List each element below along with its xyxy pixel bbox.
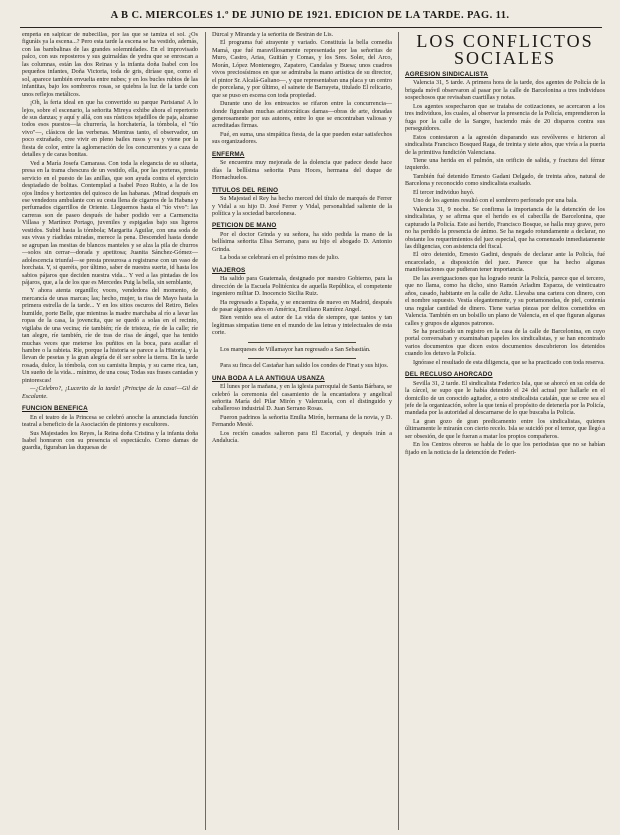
section-heading-enferma: ENFERMA [212,150,245,158]
paragraph: ¡Oh, la feria ideal en que ha convertido su parque Parisiana! A lo lejos, sobre el escenario, la señorita Mireya exhibe ahora el repertorio de sus danzas; y aquí y allá, con sus rústicos tejadillos de paja, alzanse todos esos puestos—la churrería, la horchatería, la tómbola, el "tío vivo"—, clásicos de las verbenas. Mientras tanto, el observador, un poco extrañado, cree vivir en pleno bailes rusos y va y viene por la fiesta de color, entre la aglomeración de los concurrentes y a caza de detalles y de caras bonitas. [22,100,198,159]
paragraph: Los recién casados salieron para El Escorial, y después irán a Andalucía. [212,430,392,445]
paragraph: Para su finca del Castañar han salido los condes de Finat y sus hijos. [220,363,389,370]
column-1 [22,32,198,830]
paragraph: Y ahora atenta organillo; voces, vendedora del momento, de mercancía de unas marcas; las; hecho, mujer, ta risa de Mayo hasta la primera estrella de la tarde... Y en los sitios oscuros del Retiro, Beles humilde, porte Belle, que mientras la madre marchaba al río a lavar las ropas de la casa, la jovencita, que se quedó a solas en el recinto, vigilaba de una vecina; ríe también; ríe de tristeza, ríe de la calle; ríe tan alegre, ríe también, ríe de tras de risa de ángel, que ha tenido muchas veces que meterse los puñitos en la boca, para acallar el hambre o la rabieta. Ríe, porque la historia se parece a la Historia, y la llevan de pesetas y la gran alegría de él ser sobre la tierra. En la tarde rosada, dulce, la tómbola, con su camisita limpia, y su carne rica, tan, Un sueño de la vida... mínimo, de una cosa; Todas sus frases cantadas y pintorescas! [22,288,198,384]
paragraph: Fueron padrinos la señorita Emilia Mirón, hermana de la novia, y D. Fernando Mesié. [212,414,392,429]
paragraph: Durante uno de los entreactos se rifaron entre la concurrencia—donde figuraban muchas aristocráticas damas—obras de arte, donadas generosamente por sus autores, entre lo que se encontraban valiosas y acreditadas firmas. [212,101,392,130]
paragraph: El otro detenido, Ernesto Gadini, después de declarar ante la Policía, fué encarcelado, a disposición del juez. Parece que ha hecho algunas manifestaciones que pudieran tener importancia. [405,252,605,274]
page-masthead: A B C. MIERCOLES 1.º DE JUNIO DE 1921. EDICION DE LA TARDE. PAG. 11. [110,10,510,21]
paragraph: Tiene una herida en el pulmón, sin orificio de salida, y fractura del fémur izquierdo. [405,157,605,172]
paragraph: Ha regresado a España, y se encuentra de nuevo en Madrid, después de pasar algunos años en América, Emiliano Ramírez Angel. [212,299,392,313]
column-divider [205,32,206,830]
section-heading-viajeros: VIAJEROS [212,266,246,274]
column-3 [405,32,605,830]
column-divider [398,32,399,830]
paragraph: Ved a María Josefa Camarasa. Con toda la elegancia de su silueta, presa en la trama chescura de un vestido, ella, por las porteras, presta servicio en el puesto de las anillas, que son ayuda contra el ejercicio despiadado de bolitas. Contemplad a Isabel Pozo Rubio, a la de Ios ojos lindos y horizontes del quiosco de las habanas. ¡Mirad después en ese vendedora ambulante con su cesta llena de cigarros de la Habana y perfumados cigarrillos de Oriente. Lleguemos hasta el "tío vivo": las carreras son de paseo después de haber podido ver a Carmencita Villasa y Martínez Portago, juveniles y espigadas bajo sus ligeros vestidos. Subid hasta la tómbola; Margarita Aguilar, con una soda de sus vivas y ríadidas miradas, merece la pena. Descended hasta donde se agrupan las mesitas de blancos manteles y se alza la pila de churros—solos sin cerrar—dorada y apetitosa; Juanita Sánchez-Gómez—adolescencia triunfal—se presta presurosa a registrarse con un vaso de horchata. Y, si queréis, por último, saber de nuestra suerte, id hasta los sabios pájaros que deciden nuestra vida... Y ved a las pintadas de los pájaros, que, a la de los que es Mercedes Puig la bella, sin semblante, [22,160,198,286]
paragraph: Ignórase el resultado de esta diligencia, que se ha practicado con toda reserva. [413,359,605,366]
paragraph: La boda se celebrará en el próximo mes de julio. [220,255,340,262]
paragraph: Se encuentra muy mejorada de la dolencia que padece desde hace días la bellísima señorita Pura Hoces, hermana del duque de Hornachuelos. [212,160,392,182]
paragraph: Dúrcal y Miranda y la señorita de Bestrán de Lis. [212,32,334,38]
paragraph: En el teatro de la Princesa se celebró anoche la anunciada función teatral a beneficio de la Asociación de pintores y escultores. [22,414,198,429]
section-heading-boda: UNA BODA A LA ANTIGUA USANZA [212,374,325,382]
main-headline: LOS CONFLICTOS SOCIALES [416,32,594,68]
divider [248,342,356,343]
section-heading-peticion: PETICION DE MANO [212,222,277,230]
paragraph: —¿Celebro?, ¡Lucerito de la tarde! ¡Principe de la casa!—Gil de Escalante. [22,386,198,400]
paragraph: Valencia 31, 9 noche. Se confirma la importancia de la detención de los sindicalistas, y se afirma que el herido es el cabecilla de Barcelonina, que capturado la Policía. Este así herido, Francisco Bosque, se halla muy grave, pero no ha perdido la presencia de ánimo. Se ha negado rotundamente a declarar, no obstante los requerimientos del juez especial, que ha comenzado inmediatamente las diligencias, con asistencia del fiscal. [405,206,605,250]
paragraph: En los Centros obreros se habla de lo que los periodistas que no se habían fijado en la noticia de la detención de Federi- [405,442,605,456]
section-heading-funcion: FUNCION BENEFICA [22,405,88,413]
paragraph: Por el doctor Grinda y su señora, ha sido pedida la mano de la bellísima señorita Elisa Serrano, para su hijo el abogado D. Antonio Grinda. [212,231,392,253]
section-heading-titulos: TITULOS DEL REINO [212,186,279,194]
masthead-rule [20,27,602,28]
column-2 [212,32,392,830]
paragraph: Bien venido sea el autor de La vida de siempre, que tantos y tan legítimas simpatías tiene en el mundo de las letras y intelectuales de esta corte. [212,315,392,337]
paragraph: Sus Majestades los Reyes, la Reina doña Cristina y la infanta doña Isabel honraron con su presencia el espectáculo. Como damas de guardia, figuraban las duquesas de [22,430,198,452]
paragraph: Valencia 31, 5 tarde. A primera hora de la tarde, dos agentes de Policía de la brigada móvil observaron al pasar por la calle de Barcelonina a tres individuos sospechosos que revisaban cuartillas y notas. [405,80,605,102]
paragraph: El programa fué atrayente y variado. Constituía la bella comedia Mamá, que fué maravillosamente representada por las señoritas de Muro, Castro, Arias, Guitián y Comas, y los Sres. Soler, del Arco, Morán, López Montenegro, Zapatero, Candalas y Buesa; unos cuadros vivos preciosísimos en que se admiraba la mano artística de su director, el pintor Sr. Alcalá-Galiano—, y que representaban una placa y un centro de porcelana, y por último, el sainete de Barrayeta, titulado El relicario, que se puso en escena con toda propiedad. [212,40,392,99]
paragraph: Fué, en suma, una simpática fiesta, de la que pueden estar satisfechos sus organizadores. [212,131,392,146]
section-heading-recluso: DEL RECLUSO AHORCADO [405,371,493,379]
paragraph: Se ha practicado un registro en la casa de la calle de Barcelonina, en cuyo portal conversaban y examinaban papeles los sindicalistas, y se han encontrado varios documentos que dicen estos documentos descubrieron los detenidos cuando los detuvo la Policía. [405,328,605,358]
divider [248,358,356,359]
paragraph: Estos contestaron a la agresión disparando sus revólveres e hirieron al sindicalista Francisco Bosqued Raga, de treinta y siete años, que vivía a la puerta de la primitiva fundición Valenciana. [405,134,605,156]
paragraph: De las averiguaciones que ha logrado reunir la Policía, parece que el tercero, que no llama, como ha dicho, sino Ramón Arladim Esparza, de veinticuatro años, casado, habitante en la calle de Adiz. Llevaba una cartera con dinero, con el nombre supuesto. Vestía elegantemente, y su portamonedas, de piel, contenía una regular cantidad de dinero. Tiene varias piezas por delitos cometidos en Valencia. También en un bolsillo un plano de Valencia, en el que figuran algunas calles y grupos de algunos patronos. [405,275,605,327]
paragraph: empeña en salpicar de nubecillas, por las que se tamiza el sol. ¿Os figuráis ya la escena...? Pero esta tarde la escena se ha vestido, además, con las bambalinas de las grandes solemnidades. En el improvisado palco, con sus reposteros y sus guirnaldas de yedra que se enroscan a las columnas, están las dos Reinas y la infanta doña Isabel con los pequeños infantes, Doña Victoria, toda de gris, diríase que, como el sol, aparece también envuelta entre nubes; y en los bucles rubios de las infantitas, bajo los sombreros rosas, se quiebra la luz de la tarde con unos reflejos metálicos. [22,32,198,98]
paragraph: La gran gozo de gran predicamento entre los sindicalistas, quienes últimamente le mirarán con cierto recelo. Isla se suicidó por el temor, que llegó a ser obsesión, de que le fueran a matar los propios compañeros. [405,418,605,440]
paragraph: Uno de los agentes resultó con el sombrero perforado por una bala. [413,198,578,205]
paragraph: Sevilla 31, 2 tarde. El sindicalista Federico Isla, que se ahorcó en su celda de la cárcel, se supo que le había detenido el 24 del actual por hallarle en el domicilio de un conocido agitador, a otro sindicalista catalán, que se cree sea el jefe de la organización, sobre la que tenía el propósito de detenerla por la Policía, mandada por la autoridad al descarnarse de lo que buscaba la Policía. [405,380,605,417]
section-heading-agresion: AGRESION SINDICALISTA [405,71,489,78]
paragraph: Su Majestad el Rey ha hecho merced del título de marqués de Ferrer y Vidal a su hijo D. José Ferrer y Vidal, personalidad saliente de la política y la sociedad barcelonesa. [212,196,392,217]
paragraph: Los agentes sospecharon que se trataba de cotizaciones, se acercaron a los tres individuos, los cuales, al observar la presencia de la Policía, emprendieron la fuga por la calle de la Sangre, haciendo más de 20 disparos contra sus perseguidores. [405,103,605,133]
paragraph: También fué detenido Ernesto Gadani Delgado, de treinta años, natural de Barcelona y reconocido como sindicalista exaltado. [405,173,605,188]
paragraph: Ha salido para Guatemala, designado por nuestro Gobierno, para la dirección de la Escuela Politécnica de aquella República, el competente ingeniero militar D. Inocencio Sicilia Ruiz. [212,276,392,298]
paragraph: El tercer individuo huyó. [413,189,475,196]
paragraph: El lunes por la mañana, y en la iglesia parroquial de Santa Bárbara, se celebró la ceremonia del casamiento de la encantadora y angelical señorita María del Pilar Mirón y Valenzuela, con el distinguido y caballeroso industrial D. Juan Serrano Rosas. [212,384,392,413]
paragraph: Los marqueses de Villamayor han regresado a San Sebastián. [220,346,371,353]
